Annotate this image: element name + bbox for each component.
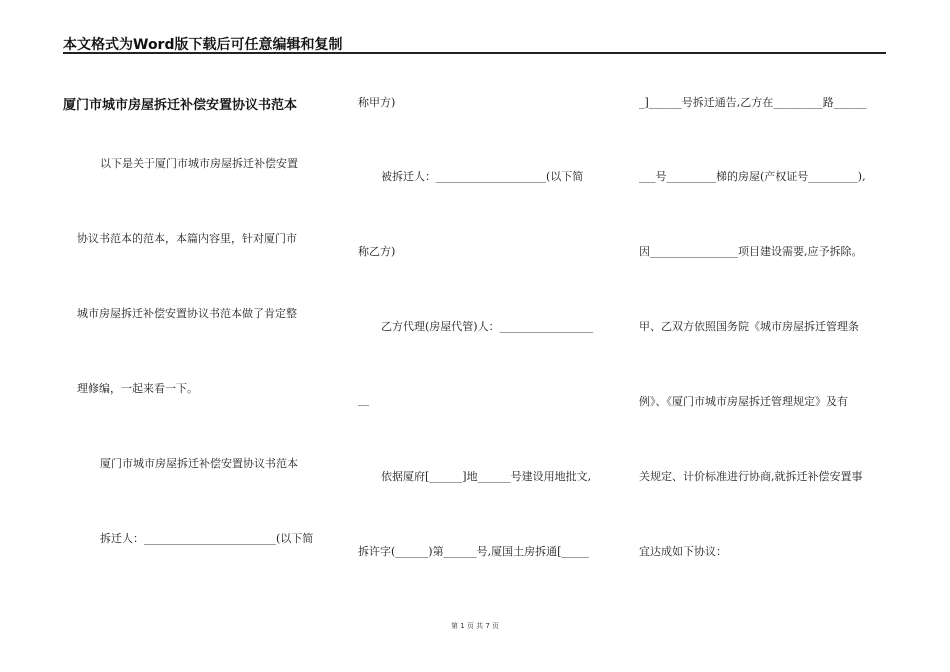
page-indicator: 第 1 页 共 7 页	[450, 622, 500, 630]
paragraph-line: 称乙方)	[358, 245, 396, 258]
header-rule	[63, 52, 886, 54]
paragraph-line: __	[358, 393, 369, 406]
paragraph-line: 宜达成如下协议：	[639, 545, 727, 558]
paragraph-line: 拆许字(______)第______号,厦国土房拆通[_____	[358, 545, 589, 558]
paragraph-line: 理修编，一起来看一下。	[77, 382, 198, 395]
document-banner: 本文格式为Word版下载后可任意编辑和复制	[63, 37, 343, 53]
paragraph-line: 因________________项目建设需要,应予拆除。	[639, 245, 863, 258]
paragraph-line: 协议书范本的范本，本篇内容里，针对厦门市	[77, 232, 297, 245]
paragraph-line: 称甲方)	[358, 96, 396, 109]
paragraph-line: 以下是关于厦门市城市房屋拆迁补偿安置	[100, 157, 298, 170]
paragraph-line: 关规定、计价标准进行协商,就拆迁补偿安置事	[639, 470, 863, 483]
paragraph-line: _]______号拆迁通告,乙方在_________路______	[639, 96, 867, 109]
paragraph-line: 城市房屋拆迁补偿安置协议书范本做了肯定整	[77, 307, 297, 320]
document-title: 厦门市城市房屋拆迁补偿安置协议书范本	[63, 98, 298, 113]
paragraph-line: 厦门市城市房屋拆迁补偿安置协议书范本	[100, 457, 298, 470]
paragraph-line: 被拆迁人：____________________(以下简	[381, 170, 584, 183]
paragraph-line: 依据厦府[______]地______号建设用地批文,	[381, 470, 592, 483]
paragraph-line: 甲、乙双方依照国务院《城市房屋拆迁管理条	[639, 320, 859, 333]
paragraph-line: 例》、《厦门市城市房屋拆迁管理规定》及有	[639, 395, 848, 408]
paragraph-line: 乙方代理(房屋代管)人：_________________	[381, 320, 594, 333]
paragraph-line: ___号_________梯的房屋(产权证号_________),	[639, 170, 866, 183]
paragraph-line: 拆迁人：________________________(以下简	[100, 532, 314, 545]
